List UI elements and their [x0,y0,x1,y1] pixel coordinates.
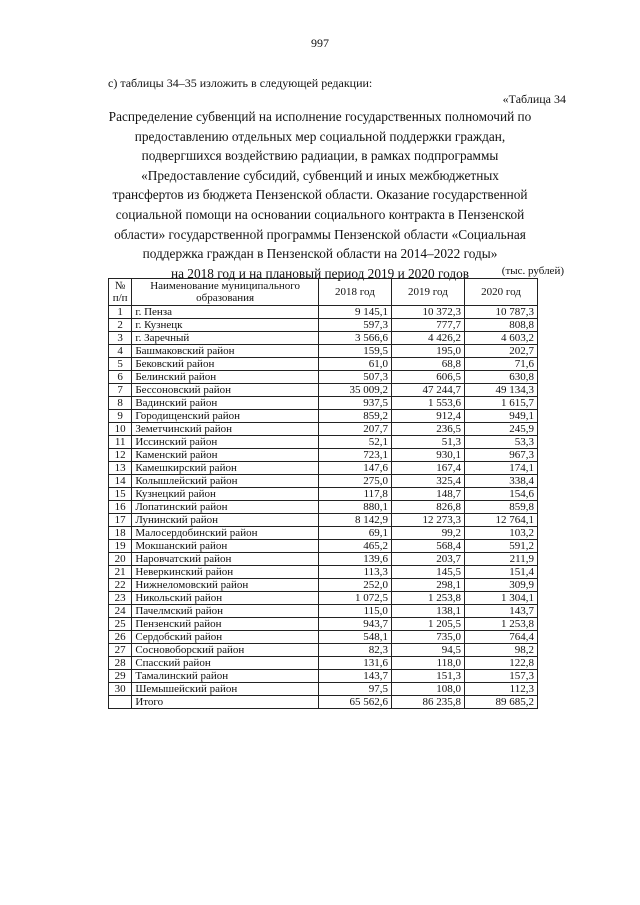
value-2020: 211,9 [464,553,537,566]
value-2019: 148,7 [391,488,464,501]
table-row [109,618,538,631]
header-2018: 2018 год [318,279,391,306]
municipality-name: Наровчатский район [132,553,319,566]
value-2019: 68,8 [391,358,464,371]
value-2020: 49 134,3 [464,384,537,397]
value-2020: 103,2 [464,527,537,540]
municipality-name: Лопатинский район [132,501,319,514]
value-2018: 113,3 [318,566,391,579]
row-number: 16 [109,501,132,514]
header-name: Наименование муниципального образования [132,279,319,306]
municipality-name: Бессоновский район [132,384,319,397]
value-2019: 4 426,2 [391,332,464,345]
table-row [109,553,538,566]
header-number: № п/п [109,279,132,306]
value-2019: 51,3 [391,436,464,449]
value-2020: 98,2 [464,644,537,657]
value-2018: 507,3 [318,371,391,384]
header-2020: 2020 год [464,279,537,306]
municipality-name: Кузнецкий район [132,488,319,501]
value-2019: 298,1 [391,579,464,592]
title-line: поддержка граждан в Пензенской области на 2014–2022 годы» [142,246,498,262]
row-number: 18 [109,527,132,540]
value-2018: 147,6 [318,462,391,475]
value-2019: 10 372,3 [391,306,464,319]
table-row [109,514,538,527]
value-2019: 118,0 [391,657,464,670]
value-2019: 47 244,7 [391,384,464,397]
value-2018: 97,5 [318,683,391,696]
table-row [109,475,538,488]
table-row [109,371,538,384]
value-2019: 930,1 [391,449,464,462]
value-2018: 52,1 [318,436,391,449]
row-number: 12 [109,449,132,462]
value-2018: 82,3 [318,644,391,657]
value-2018: 207,7 [318,423,391,436]
value-2018: 275,0 [318,475,391,488]
row-number: 9 [109,410,132,423]
value-2020: 591,2 [464,540,537,553]
row-number: 21 [109,566,132,579]
value-2020: 245,9 [464,423,537,436]
municipality-name: Никольский район [132,592,319,605]
value-2019: 167,4 [391,462,464,475]
title-line: предоставлению отдельных мер социальной поддержки граждан, [134,128,506,144]
table-row [109,462,538,475]
table-row [109,410,538,423]
municipality-name: г. Кузнецк [132,319,319,332]
row-number: 28 [109,657,132,670]
value-2018: 880,1 [318,501,391,514]
table-row [109,683,538,696]
value-2019: 99,2 [391,527,464,540]
table-row [109,579,538,592]
value-2020: 764,4 [464,631,537,644]
value-2020: 53,3 [464,436,537,449]
value-2018: 143,7 [318,670,391,683]
total-row [109,696,538,709]
table-row [109,631,538,644]
table-row [109,436,538,449]
title-line: Распределение субвенций на исполнение государственных полномочий по [108,109,532,124]
row-number: 13 [109,462,132,475]
municipality-name: г. Заречный [132,332,319,345]
value-2020: 949,1 [464,410,537,423]
title-line: подвергшихся воздействию радиации, в рамках подпрограммы [141,148,499,164]
value-2020: 1 615,7 [464,397,537,410]
municipality-name: г. Пенза [132,306,319,319]
row-number: 26 [109,631,132,644]
value-2020: 338,4 [464,475,537,488]
row-number: 25 [109,618,132,631]
row-number: 24 [109,605,132,618]
table-row [109,358,538,371]
municipality-name: Неверкинский район [132,566,319,579]
municipality-name: Пачелмский район [132,605,319,618]
municipality-name: Городищенский район [132,410,319,423]
row-number: 29 [109,670,132,683]
value-2019: 236,5 [391,423,464,436]
municipality-name: Мокшанский район [132,540,319,553]
value-2019: 1 205,5 [391,618,464,631]
total-number [109,696,132,709]
municipality-name: Колышлейский район [132,475,319,488]
value-2018: 159,5 [318,345,391,358]
value-2019: 151,3 [391,670,464,683]
value-2019: 568,4 [391,540,464,553]
row-number: 1 [109,306,132,319]
row-number: 15 [109,488,132,501]
value-2019: 195,0 [391,345,464,358]
value-2020: 1 304,1 [464,592,537,605]
value-2019: 12 273,3 [391,514,464,527]
value-2018: 943,7 [318,618,391,631]
value-2018: 131,6 [318,657,391,670]
table-row [109,423,538,436]
value-2018: 3 566,6 [318,332,391,345]
value-2018: 859,2 [318,410,391,423]
title-line: «Предоставление субсидий, субвенций и иных межбюджетных [141,167,499,183]
title-line: социальной помощи на основании социального контракта в Пензенской [115,206,525,222]
header-2019: 2019 год [391,279,464,306]
row-number: 22 [109,579,132,592]
value-2019: 203,7 [391,553,464,566]
value-2020: 12 764,1 [464,514,537,527]
document-title [60,107,580,283]
table-row [109,449,538,462]
value-2018: 723,1 [318,449,391,462]
value-2020: 174,1 [464,462,537,475]
row-number: 4 [109,345,132,358]
municipality-name: Бековский район [132,358,319,371]
row-number: 19 [109,540,132,553]
value-2020: 967,3 [464,449,537,462]
row-number: 3 [109,332,132,345]
table-row [109,670,538,683]
value-2019: 325,4 [391,475,464,488]
municipality-name: Малосердобинский район [132,527,319,540]
value-2020: 10 787,3 [464,306,537,319]
value-2019: 1 553,6 [391,397,464,410]
municipality-name: Сердобский район [132,631,319,644]
row-number: 20 [109,553,132,566]
value-2018: 252,0 [318,579,391,592]
value-2018: 35 009,2 [318,384,391,397]
row-number: 7 [109,384,132,397]
row-number: 8 [109,397,132,410]
municipality-name: Каменский район [132,449,319,462]
table-row [109,501,538,514]
value-2018: 8 142,9 [318,514,391,527]
table-row [109,540,538,553]
value-2020: 71,6 [464,358,537,371]
table-row [109,332,538,345]
value-2018: 597,3 [318,319,391,332]
value-2019: 94,5 [391,644,464,657]
table-header-row [109,279,538,306]
value-2018: 937,5 [318,397,391,410]
value-2020: 202,7 [464,345,537,358]
value-2020: 112,3 [464,683,537,696]
title-line: на 2018 год и на плановый период 2019 и 2020 годов [170,265,470,281]
row-number: 23 [109,592,132,605]
value-2018: 61,0 [318,358,391,371]
units-label: (тыс. рублей) [501,265,564,277]
table-row [109,384,538,397]
table-row [109,488,538,501]
table-row [109,306,538,319]
value-2020: 808,8 [464,319,537,332]
total-2020: 89 685,2 [464,696,537,709]
municipality-name: Сосновоборский район [132,644,319,657]
municipality-name: Спасский район [132,657,319,670]
municipality-name: Вадинский район [132,397,319,410]
value-2020: 1 253,8 [464,618,537,631]
value-2019: 826,8 [391,501,464,514]
municipality-name: Шемышейский район [132,683,319,696]
value-2018: 1 072,5 [318,592,391,605]
municipality-name: Тамалинский район [132,670,319,683]
intro-text: c) таблицы 34–35 изложить в следующей редакции: [108,76,373,90]
table-row [109,319,538,332]
municipality-name: Башмаковский район [132,345,319,358]
value-2020: 157,3 [464,670,537,683]
municipality-name: Иссинский район [132,436,319,449]
value-2018: 69,1 [318,527,391,540]
table-row [109,644,538,657]
table-row [109,605,538,618]
total-label: Итого [132,696,319,709]
table-row [109,592,538,605]
row-number: 27 [109,644,132,657]
table-row [109,345,538,358]
table-body [109,306,538,709]
value-2020: 143,7 [464,605,537,618]
value-2018: 139,6 [318,553,391,566]
value-2018: 117,8 [318,488,391,501]
value-2018: 548,1 [318,631,391,644]
table-row [109,527,538,540]
value-2018: 465,2 [318,540,391,553]
row-number: 30 [109,683,132,696]
municipality-name: Белинский район [132,371,319,384]
total-2018: 65 562,6 [318,696,391,709]
value-2019: 138,1 [391,605,464,618]
value-2019: 145,5 [391,566,464,579]
value-2019: 108,0 [391,683,464,696]
value-2018: 115,0 [318,605,391,618]
value-2019: 1 253,8 [391,592,464,605]
row-number: 2 [109,319,132,332]
value-2019: 735,0 [391,631,464,644]
municipality-name: Нижнеломовский район [132,579,319,592]
title-line: трансфертов из бюджета Пензенской области. Оказание государственной [112,187,528,203]
value-2020: 122,8 [464,657,537,670]
value-2020: 151,4 [464,566,537,579]
value-2019: 777,7 [391,319,464,332]
table-row [109,566,538,579]
value-2020: 309,9 [464,579,537,592]
municipality-name: Лунинский район [132,514,319,527]
value-2020: 859,8 [464,501,537,514]
municipality-name: Пензенский район [132,618,319,631]
subventions-table [108,278,538,709]
row-number: 6 [109,371,132,384]
value-2020: 4 603,2 [464,332,537,345]
value-2019: 912,4 [391,410,464,423]
row-number: 11 [109,436,132,449]
row-number: 17 [109,514,132,527]
row-number: 10 [109,423,132,436]
row-number: 14 [109,475,132,488]
page-number: 997 [311,36,329,50]
table-row [109,397,538,410]
municipality-name: Камешкирский район [132,462,319,475]
value-2020: 630,8 [464,371,537,384]
value-2019: 606,5 [391,371,464,384]
row-number: 5 [109,358,132,371]
value-2020: 154,6 [464,488,537,501]
table-reference: «Таблица 34 [502,92,566,106]
value-2018: 9 145,1 [318,306,391,319]
title-line: области» государственной программы Пензенской области «Социальная [114,226,526,242]
municipality-name: Земетчинский район [132,423,319,436]
table-row [109,657,538,670]
total-2019: 86 235,8 [391,696,464,709]
